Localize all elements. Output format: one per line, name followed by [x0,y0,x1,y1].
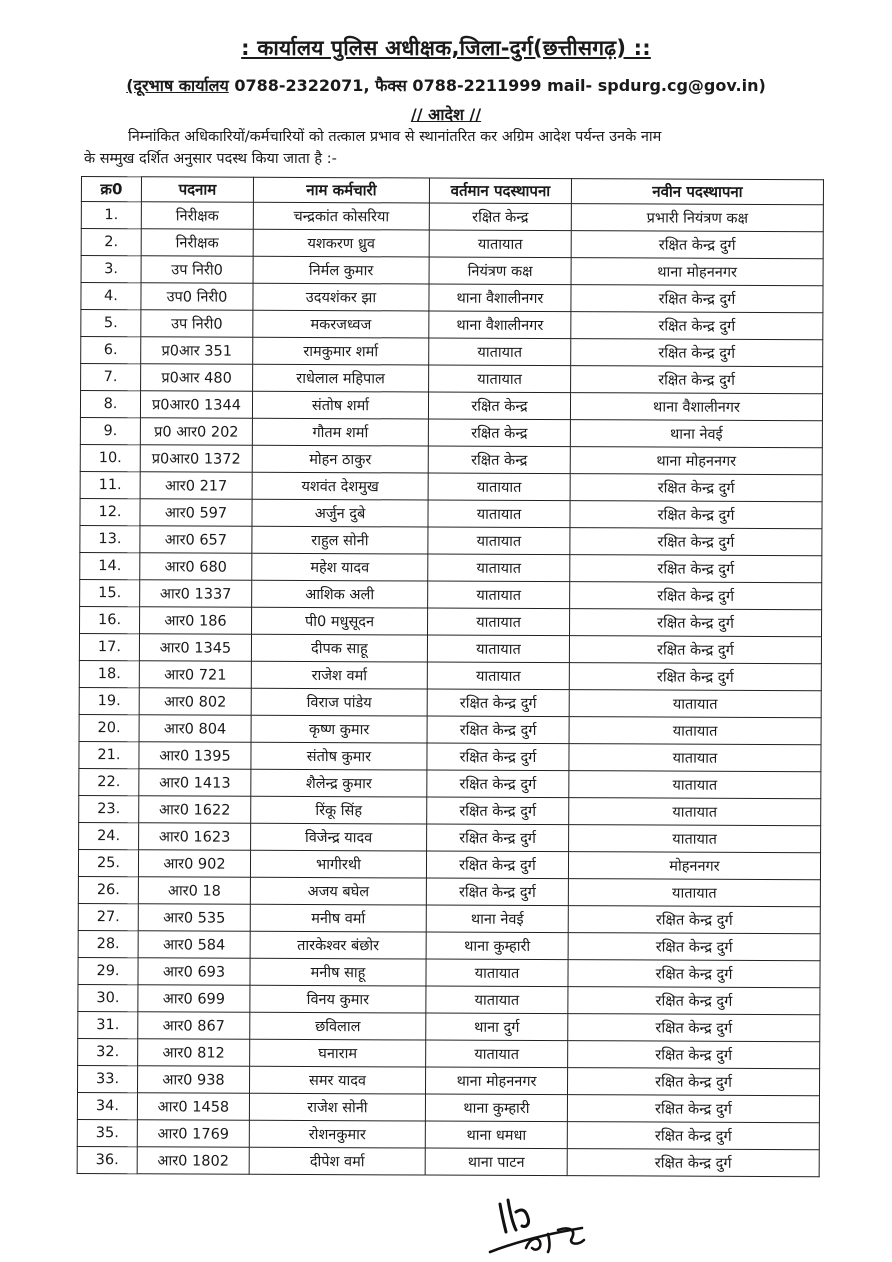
cell-new-posting: रक्षित केन्द्र दुर्ग [567,1149,819,1177]
cell-employee-name: रिंकू सिंह [251,796,427,824]
cell-current-posting: थाना दुर्ग [426,1013,568,1041]
cell-serial: 15. [80,579,140,606]
cell-employee-name: अजय बघेल [250,877,426,905]
cell-new-posting: थाना मोहननगर [570,447,822,475]
cell-employee-name: भागीरथी [250,850,426,878]
cell-serial: 19. [79,687,139,714]
table-row [78,984,820,1014]
cell-designation: प्र0आर0 1344 [140,391,252,418]
cell-new-posting: रक्षित केन्द्र दुर्ग [570,501,822,529]
cell-current-posting: रक्षित केन्द्र दुर्ग [427,797,569,825]
cell-new-posting: रक्षित केन्द्र दुर्ग [570,582,822,610]
cell-current-posting: रक्षित केन्द्र [428,419,570,447]
cell-serial: 10. [80,444,140,471]
cell-new-posting: यातायात [569,690,821,718]
cell-new-posting: यातायात [569,825,821,853]
cell-serial: 4. [81,283,141,310]
table-row [79,633,821,663]
cell-new-posting: रक्षित केन्द्र दुर्ग [567,1122,819,1150]
table-row [80,606,822,636]
table-row [79,768,821,798]
cell-current-posting: यातायात [428,608,570,636]
cell-serial: 20. [79,714,139,741]
cell-current-posting: यातायात [427,635,569,663]
table-row [80,417,822,447]
cell-serial: 5. [81,310,141,337]
table-row [79,687,821,717]
cell-serial: 22. [79,768,139,795]
cell-serial: 6. [81,337,141,364]
cell-serial: 21. [79,741,139,768]
cell-designation: आर0 812 [138,1039,250,1066]
cell-new-posting: रक्षित केन्द्र दुर्ग [569,636,821,664]
header-employee-name: नाम कर्मचारी [253,177,429,203]
cell-employee-name: कृष्ण कुमार [251,715,427,743]
cell-employee-name: राजेश वर्मा [251,661,427,689]
cell-new-posting: थाना मोहननगर [571,258,823,286]
cell-designation: आर0 867 [138,1012,250,1039]
cell-new-posting: रक्षित केन्द्र दुर्ग [570,528,822,556]
table-row [78,903,820,933]
table-body [77,202,823,1177]
cell-new-posting: रक्षित केन्द्र दुर्ग [570,555,822,583]
cell-current-posting: थाना मोहननगर [425,1067,567,1095]
cell-current-posting: रक्षित केन्द्र दुर्ग [427,689,569,717]
cell-designation: आर0 902 [138,850,250,877]
cell-employee-name: चन्द्रकांत कोसरिया [253,202,429,230]
contact-details: 0788-2322071, फैक्स 0788-2211999 mail- spdurg.cg@gov.in) [228,76,766,95]
cell-current-posting: नियंत्रण कक्ष [429,257,571,285]
cell-employee-name: संतोष शर्मा [252,391,428,419]
intro-line-1: निम्नांकित अधिकारियों/कर्मचारियों को तत्काल प्रभाव से स्थानांतरित कर अग्रिम आदेश पर्यन्त उनके नाम [128,129,662,145]
signature-mark [486,1190,606,1256]
header-designation: पदनाम [141,177,253,202]
cell-new-posting: रक्षित केन्द्र दुर्ग [569,609,821,637]
cell-designation: आर0 1337 [140,580,252,607]
cell-serial: 8. [80,391,140,418]
table-row [78,1065,820,1095]
table-row [80,444,822,474]
cell-new-posting: रक्षित केन्द्र दुर्ग [567,1068,819,1096]
cell-new-posting: यातायात [569,771,821,799]
cell-new-posting: यातायात [568,879,820,907]
header-serial: क्र0 [81,177,141,202]
cell-serial: 16. [80,606,140,633]
table-row [79,660,821,690]
table-row [81,202,823,232]
intro-line-2: के सम्मुख दर्शित अनुसार पदस्थ किया जाता है :- [84,151,337,167]
cell-serial: 18. [79,660,139,687]
cell-current-posting: रक्षित केन्द्र दुर्ग [427,770,569,798]
cell-serial: 11. [80,471,140,498]
cell-current-posting: थाना धमधा [425,1121,567,1149]
cell-serial: 28. [78,930,138,957]
cell-new-posting: रक्षित केन्द्र दुर्ग [571,285,823,313]
cell-designation: आर0 938 [138,1066,250,1093]
table-row [79,741,821,771]
cell-employee-name: अर्जुन दुबे [252,499,428,527]
cell-current-posting: थाना नेवई [426,905,568,933]
cell-employee-name: यशवंत देशमुख [252,472,428,500]
cell-serial: 2. [81,229,141,256]
cell-current-posting: यातायात [428,554,570,582]
cell-serial: 36. [77,1146,137,1173]
table-row [79,822,821,852]
cell-designation: आर0 1345 [139,634,251,661]
cell-employee-name: मनीष वर्मा [250,904,426,932]
cell-current-posting: थाना पाटन [425,1148,567,1176]
cell-current-posting: यातायात [429,230,571,258]
cell-employee-name: विनय कुमार [250,985,426,1013]
cell-new-posting: प्रभारी नियंत्रण कक्ष [571,204,823,232]
table-row [79,714,821,744]
cell-current-posting: रक्षित केन्द्र [428,392,570,420]
table-row [77,1119,819,1149]
cell-current-posting: यातायात [428,473,570,501]
cell-new-posting: रक्षित केन्द्र दुर्ग [568,906,820,934]
cell-serial: 3. [81,256,141,283]
cell-serial: 34. [77,1092,137,1119]
cell-designation: आर0 186 [140,607,252,634]
cell-serial: 25. [78,849,138,876]
cell-designation: आर0 1413 [139,769,251,796]
cell-designation: आर0 1458 [137,1093,249,1120]
cell-designation: आर0 597 [140,499,252,526]
cell-new-posting: रक्षित केन्द्र दुर्ग [568,987,820,1015]
header-new-posting: नवीन पदस्थापना [571,179,823,205]
cell-designation: प्र0 आर0 202 [140,418,252,445]
cell-current-posting: यातायात [426,986,568,1014]
cell-designation: प्र0आर 351 [141,337,253,364]
cell-serial: 12. [80,498,140,525]
cell-serial: 17. [79,633,139,660]
cell-new-posting: रक्षित केन्द्र दुर्ग [569,663,821,691]
cell-current-posting: रक्षित केन्द्र [429,203,571,231]
cell-employee-name: विजेन्द्र यादव [251,823,427,851]
cell-employee-name: पी0 मधुसूदन [252,607,428,635]
cell-new-posting: यातायात [569,798,821,826]
cell-designation: आर0 804 [139,715,251,742]
cell-designation: उप निरी0 [141,310,253,337]
table-row [77,1146,819,1176]
table-row [81,310,823,340]
cell-employee-name: निर्मल कुमार [253,256,429,284]
cell-employee-name: उदयशंकर झा [253,283,429,311]
table-row [80,498,822,528]
cell-employee-name: शैलेन्द्र कुमार [251,769,427,797]
cell-serial: 29. [78,957,138,984]
cell-serial: 32. [78,1038,138,1065]
cell-new-posting: रक्षित केन्द्र दुर्ग [567,1095,819,1123]
cell-new-posting: यातायात [569,717,821,745]
table-row [78,1011,820,1041]
table-row [81,364,823,394]
cell-employee-name: दीपक साहू [251,634,427,662]
table-row [81,337,823,367]
cell-designation: आर0 802 [139,688,251,715]
table-row [80,391,822,421]
contact-label: (दूरभाष कार्यालय [126,76,229,95]
table-row [79,795,821,825]
cell-designation: आर0 680 [140,553,252,580]
cell-new-posting: रक्षित केन्द्र दुर्ग [568,1014,820,1042]
cell-new-posting: रक्षित केन्द्र दुर्ग [571,339,823,367]
cell-employee-name: गौतम शर्मा [252,418,428,446]
cell-new-posting: रक्षित केन्द्र दुर्ग [568,1041,820,1069]
table-row [81,256,823,286]
table-row [78,849,820,879]
cell-employee-name: छविलाल [250,1012,426,1040]
cell-serial: 27. [78,903,138,930]
cell-current-posting: रक्षित केन्द्र [428,446,570,474]
table-row [80,552,822,582]
cell-serial: 9. [80,417,140,444]
table-row [81,283,823,313]
table-row [80,471,822,501]
cell-designation: निरीक्षक [141,229,253,256]
cell-current-posting: रक्षित केन्द्र दुर्ग [427,824,569,852]
cell-designation: आर0 217 [140,472,252,499]
cell-employee-name: मकरजध्वज [253,310,429,338]
cell-current-posting: यातायात [426,1040,568,1068]
cell-serial: 13. [80,525,140,552]
cell-current-posting: यातायात [426,959,568,987]
cell-designation: आर0 1622 [139,796,251,823]
table-row [77,1092,819,1122]
cell-employee-name: मोहन ठाकुर [252,445,428,473]
transfer-table [77,176,824,1177]
cell-employee-name: राहुल सोनी [252,526,428,554]
office-title: : कार्यालय पुलिस अधीक्षक,जिला-दुर्ग(छत्तीसगढ़) :: [241,36,651,60]
cell-current-posting: यातायात [429,365,571,393]
cell-designation: आर0 693 [138,958,250,985]
cell-designation: आर0 699 [138,985,250,1012]
cell-current-posting: रक्षित केन्द्र दुर्ग [426,851,568,879]
cell-employee-name: राधेलाल महिपाल [253,364,429,392]
cell-current-posting: रक्षित केन्द्र दुर्ग [427,716,569,744]
cell-serial: 26. [78,876,138,903]
cell-employee-name: आशिक अली [252,580,428,608]
cell-serial: 7. [81,364,141,391]
table-row [80,579,822,609]
cell-employee-name: महेश यादव [252,553,428,581]
cell-new-posting: रक्षित केन्द्र दुर्ग [570,474,822,502]
cell-designation: निरीक्षक [141,202,253,229]
cell-employee-name: राजेश सोनी [249,1093,425,1121]
cell-new-posting: रक्षित केन्द्र दुर्ग [568,960,820,988]
cell-current-posting: यातायात [428,581,570,609]
cell-designation: आर0 535 [138,904,250,931]
cell-serial: 33. [78,1065,138,1092]
cell-employee-name: तारकेश्वर बंछोर [250,931,426,959]
cell-employee-name: मनीष साहू [250,958,426,986]
cell-designation: आर0 721 [139,661,251,688]
order-heading: // आदेश // [410,105,482,124]
cell-serial: 35. [77,1119,137,1146]
cell-current-posting: यातायात [428,500,570,528]
cell-current-posting: थाना वैशालीनगर [429,311,571,339]
cell-new-posting: थाना नेवई [570,420,822,448]
cell-designation: प्र0आर0 1372 [140,445,252,472]
cell-current-posting: थाना कुम्हारी [426,932,568,960]
cell-designation: आर0 657 [140,526,252,553]
cell-new-posting: रक्षित केन्द्र दुर्ग [568,933,820,961]
cell-current-posting: थाना कुम्हारी [425,1094,567,1122]
cell-designation: उप निरी0 [141,256,253,283]
cell-new-posting: रक्षित केन्द्र दुर्ग [571,312,823,340]
cell-serial: 30. [78,984,138,1011]
cell-serial: 31. [78,1011,138,1038]
cell-employee-name: घनाराम [250,1039,426,1067]
cell-serial: 23. [79,795,139,822]
cell-current-posting: रक्षित केन्द्र दुर्ग [427,743,569,771]
cell-current-posting: यातायात [428,527,570,555]
cell-new-posting: थाना वैशालीनगर [570,393,822,421]
cell-new-posting: रक्षित केन्द्र दुर्ग [571,231,823,259]
cell-current-posting: रक्षित केन्द्र दुर्ग [426,878,568,906]
cell-designation: आर0 1769 [137,1120,249,1147]
cell-employee-name: विराज पांडेय [251,688,427,716]
table-row [78,957,820,987]
cell-serial: 1. [81,202,141,229]
table-row [80,525,822,555]
cell-current-posting: यातायात [427,662,569,690]
cell-designation: आर0 1623 [139,823,251,850]
cell-current-posting: थाना वैशालीनगर [429,284,571,312]
cell-serial: 24. [79,822,139,849]
cell-employee-name: संतोष कुमार [251,742,427,770]
cell-employee-name: दीपेश वर्मा [249,1147,425,1175]
cell-employee-name: समर यादव [249,1066,425,1094]
cell-designation: प्र0आर 480 [141,364,253,391]
table-row [78,930,820,960]
cell-employee-name: रोशनकुमार [249,1120,425,1148]
cell-designation: आर0 18 [138,877,250,904]
cell-designation: आर0 1395 [139,742,251,769]
contact-line [0,74,892,96]
table-row [81,229,823,259]
table-row [78,876,820,906]
cell-designation: आर0 584 [138,931,250,958]
table-row [78,1038,820,1068]
cell-serial: 14. [80,552,140,579]
cell-current-posting: यातायात [429,338,571,366]
cell-employee-name: यशकरण ध्रुव [253,229,429,257]
cell-new-posting: रक्षित केन्द्र दुर्ग [571,366,823,394]
cell-new-posting: यातायात [569,744,821,772]
intro-paragraph [84,126,832,170]
cell-designation: आर0 1802 [137,1147,249,1174]
header-current-posting: वर्तमान पदस्थापना [429,178,571,204]
cell-new-posting: मोहननगर [568,852,820,880]
cell-employee-name: रामकुमार शर्मा [253,337,429,365]
table-header-row [81,177,823,205]
transfer-table-wrap [77,176,824,1177]
cell-designation: उप0 निरी0 [141,283,253,310]
